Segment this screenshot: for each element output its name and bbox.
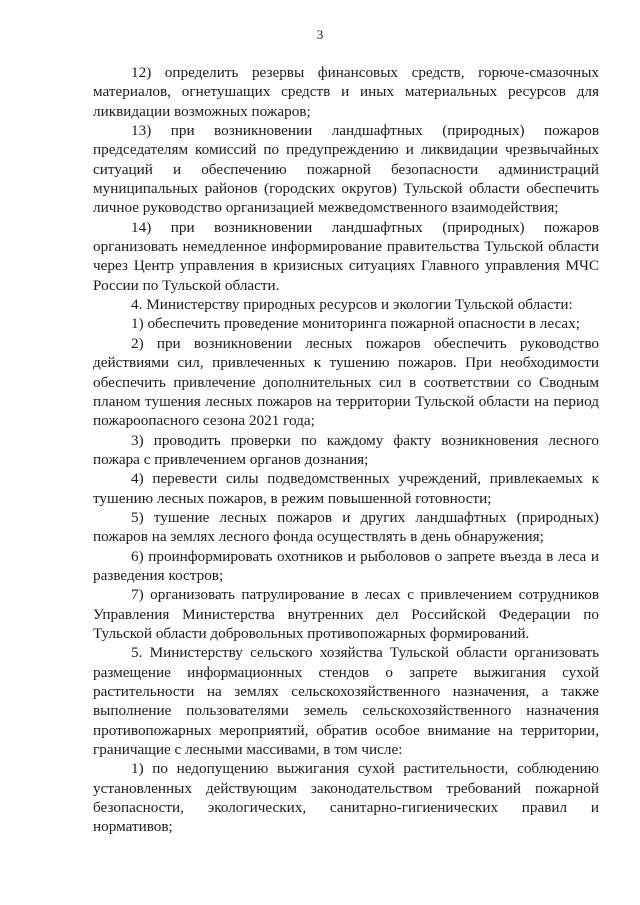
paragraph-12-reserves: 12) определить резервы финансовых средств, горюче-смазочных материалов, огнетушащих средств и иных материальных ресурсов для ликвидации возможных пожаров;	[93, 64, 599, 120]
document-body	[93, 63, 599, 837]
section-5-agriculture: 5. Министерству сельского хозяйства Тульской области организовать размещение информационных стендов о запрете выжигания сухой растительности на землях сельскохозяйственного назначения, а также выполнение пользователями земель сельскохозяйственного назначения противопожарных мероприятий, обратив особое внимание на территории, граничащие с лесными массивами, в том числе:	[93, 644, 599, 759]
paragraph-4-5-extinguishing: 5) тушение лесных пожаров и других ландшафтных (природных) пожаров на землях лесного фонда осуществлять в день обнаружения;	[93, 508, 599, 546]
paragraph-5-1-burning-prevention: 1) по недопущению выжигания сухой растительности, соблюдению установленных действующим законодательством требований пожарной безопасности, экологических, санитарно-гигиенических правил и нормативов;	[93, 760, 599, 836]
section-4-heading: 4. Министерству природных ресурсов и экологии Тульской области:	[131, 296, 573, 314]
paragraph-4-2-leadership: 2) при возникновении лесных пожаров обеспечить руководство действиями сил, привлеченных к тушению пожаров. При необходимости обеспечить привлечение дополнительных сил в соответствии со Сводным планом тушения лесных пожаров на территории Тульской области на период пожароопасного сезона 2021 года;	[93, 334, 599, 430]
paragraph-4-6-hunters-notice: 6) проинформировать охотников и рыболовов о запрете въезда в леса и разведения костров;	[93, 547, 599, 584]
paragraph-4-3-inspections: 3) проводить проверки по каждому факту возникновения лесного пожара с привлечением органов дознания;	[93, 431, 599, 468]
paragraph-14-informing-government: 14) при возникновении ландшафтных (природных) пожаров организовать немедленное информирование правительства Тульской области через Центр управления в кризисных ситуациях Главного управления МЧС России по Тульской области.	[93, 218, 599, 294]
paragraph-13-commission-leadership: 13) при возникновении ландшафтных (природных) пожаров председателям комиссий по предупреждению и ликвидации чрезвычайных ситуаций и обеспечению пожарной безопасности администраций муниципальных районов (городских округов) Тульской области обеспечить личное руководство организацией межведомственного взаимодействия;	[93, 122, 599, 217]
paragraph-4-4-readiness: 4) перевести силы подведомственных учреждений, привлекаемых к тушению лесных пожаров, в режим повышенной готовности;	[93, 470, 599, 507]
paragraph-4-7-patrolling: 7) организовать патрулирование в лесах с привлечением сотрудников Управления Министерства внутренних дел Российской Федерации по Тульской области добровольных противопожарных формирований.	[93, 586, 599, 642]
page-number: 3	[316, 27, 324, 42]
paragraph-4-1-monitoring: 1) обеспечить проведение мониторинга пожарной опасности в лесах;	[131, 315, 580, 333]
